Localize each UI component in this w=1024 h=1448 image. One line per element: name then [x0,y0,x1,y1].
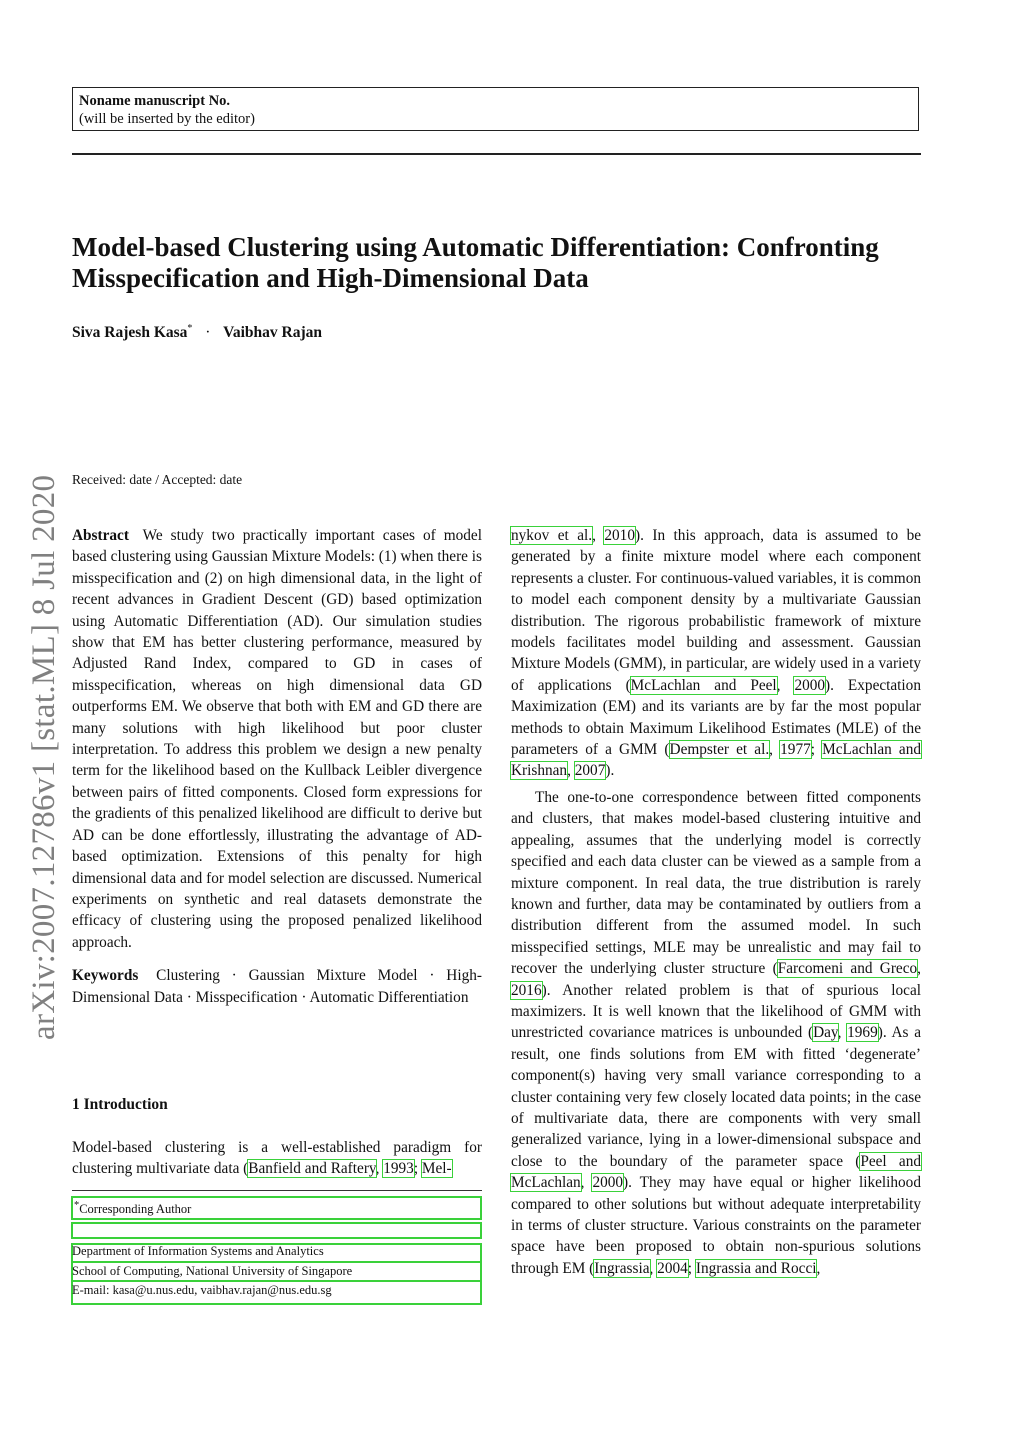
citation-link[interactable]: Mel- [421,1160,452,1178]
footnote-corresponding-link[interactable] [71,1196,482,1220]
footnote-corresponding: Corresponding Author [79,1202,192,1217]
section-title: Introduction [83,1096,168,1113]
footnote-school: School of Computing, National University of Singapore [72,1263,482,1283]
citation-link[interactable]: 1977 [780,741,811,759]
footnote-empty-link[interactable] [71,1222,482,1239]
body-text: ). In this approach, data is assumed to be generated by a finite mixture model where each component represents a cluster. For continuous-valued variables, it is common to model each component density by a multivariate Gaussian distribution. The rigorous probabilistic framework of mixture models facilitates model building and assessment. Gaussian Mixture Models (GMM), in particular, are widely used in a variety of applications ( [511,527,922,694]
body-text: ). Expectation Maximization (EM) and its variants are by far the most popular methods to obtain Maximum Likelihood Estimates (MLE) of the parameters of a GMM ( [511,676,921,759]
abstract [72,525,482,953]
citation-separator: , [580,1174,593,1192]
editor-note: (will be inserted by the editor) [79,111,255,127]
footnote-rule [72,1190,482,1191]
citation-link[interactable]: 1969 [847,1024,878,1042]
right-paragraph-1 [511,525,921,782]
citation-link[interactable]: Peel and McLachlan [511,1152,921,1192]
right-column [511,525,921,1279]
keywords-label: Keywords [72,967,139,985]
body-text: The one-to-one correspondence between fitted components and clusters, that makes model-based clustering intuitive and appealing, assumes that the underlying model is correctly specified and each data cluster can be viewed as a sample from a mixture component. In real data, the true distribution is rarely known and further, data may be contaminated by outliers from a distribution different from the assumed model. In such misspecified settings, MLE may be unrealistic and may fail to recover the underlying cluster structure ( [511,788,921,978]
citation-separator: , [776,676,795,694]
citation-separator: ; [687,1259,696,1277]
section-heading [72,1096,168,1114]
body-text: , [816,1259,821,1277]
citation-link[interactable]: Ingrassia and Rocci [695,1259,817,1277]
paper-title: Model-based Clustering using Automatic Differentiation: Confronting Misspecification and High-Dimensional Data [72,232,879,293]
citation-separator: , [917,960,921,978]
citation-separator: , [649,1259,658,1277]
body-text: ). [605,762,615,780]
citation-link[interactable]: nykov et al. [511,527,593,544]
citation-separator: , [592,527,605,544]
citation-separator: , [375,1160,384,1178]
received-date: Received: date / Accepted: date [72,472,243,487]
arxiv-stamp: arXiv:2007.12786v1 [stat.ML] 8 Jul 2020 [26,474,62,1040]
footnote-address [72,1243,482,1300]
author-list [72,323,322,342]
manuscript-number-label: Noname manuscript No. [79,93,231,109]
citation-link[interactable]: 2010 [604,527,635,544]
citation-link[interactable]: Dempster et al. [669,741,770,759]
intro-text: Model-based clustering is a well-established paradigm for clustering multivariate data ( [72,1139,482,1178]
editor-header-box [72,87,919,131]
citation-separator: ; [810,741,823,759]
body-text: ). Another related problem is that of spurious local maximizers. It is well known that the likelihood of GMM with unrestricted covariance matrices is unbounded ( [511,981,921,1042]
citation-separator: , [567,762,575,780]
citation-link[interactable]: 2004 [657,1259,688,1277]
left-column [72,525,482,1008]
keywords [72,965,482,1008]
keywords-text: Clustering · Gaussian Mixture Model · High-Dimensional Data · Misspecification · Automatic Differentiation [72,967,482,1006]
author-footnote-mark: * [187,323,193,334]
abstract-text: We study two practically important cases of model based clustering using Gaussian Mixture Models: (1) when there is misspecification and (2) on high dimensional data, in the light of recent advances in Gradient Descent (GD) based optimization using Automatic Differentiation (AD). Our simulation studies show that EM has better clustering performance, measured by Adjusted Rand Index, compared to GD in cases of misspecification, whereas on high dimensional data GD outperforms EM. We observe that both with EM and GD there are many solutions with high likelihood but poor cluster interpretation. To address this problem we design a new penalty term for the likelihood based on the Kullback Leibler divergence between pairs of fitted components. Closed form expressions for the gradients of this penalized likelihood are difficult to derive but AD can be done effortlessly, illustrating the advantage of AD-based optimization. Extensions of this penalty for high dimensional data and for model selection are discussed. Numerical experiments on synthetic and real datasets demonstrate the efficacy of clustering using the proposed penalized likelihood approach. [72,527,482,951]
header-rule [72,153,921,155]
citation-link[interactable]: Farcomeni and Greco [777,960,918,978]
citation-link[interactable]: Day [813,1024,838,1042]
citation-link[interactable]: Ingrassia [594,1259,650,1277]
citation-link[interactable]: 2007 [574,762,606,780]
citation-link[interactable]: 2016 [511,981,542,999]
citation-separator: , [837,1024,848,1042]
citation-link[interactable]: McLachlan and Krishnan [511,741,921,780]
intro-paragraph [72,1137,482,1180]
body-text: ). As a result, one finds solutions from EM with fitted ‘degenerate’ component(s) having very small variance corresponding to a cluster containing very few closely located data points; in the case of multivariate data, there are components with very small generalized variance, lying in a lower-dimensional subspace and close to the boundary of the parameter space ( [511,1024,922,1170]
author-separator: · [205,324,211,342]
right-paragraph-2 [511,787,921,1279]
citation-link[interactable]: 2000 [794,676,826,694]
footnote-email: E-mail: kasa@u.nus.edu, vaibhav.rajan@nus.edu.sg [72,1283,332,1297]
author-name: Vaibhav Rajan [223,324,322,342]
body-text: ). They may have equal or higher likelihood compared to other solutions but without adequate interpretability in terms of cluster structure. Various constraints on the parameter space have been proposed to obtain non-spurious solutions through EM ( [511,1174,921,1277]
citation-link[interactable]: Banfield and Raftery [248,1160,376,1178]
author-name: Siva Rajesh Kasa [72,324,188,342]
abstract-label: Abstract [72,527,129,544]
citation-link[interactable]: 2000 [592,1174,624,1192]
citation-link[interactable]: McLachlan and Peel [630,676,777,694]
footnote-mark: * [74,1200,80,1211]
citation-separator: ; [413,1160,422,1178]
citation-link[interactable]: 1993 [383,1160,414,1178]
footnote-dept: Department of Information Systems and Analytics [72,1243,482,1263]
citation-separator: , [769,741,781,759]
section-number: 1 [72,1096,80,1113]
